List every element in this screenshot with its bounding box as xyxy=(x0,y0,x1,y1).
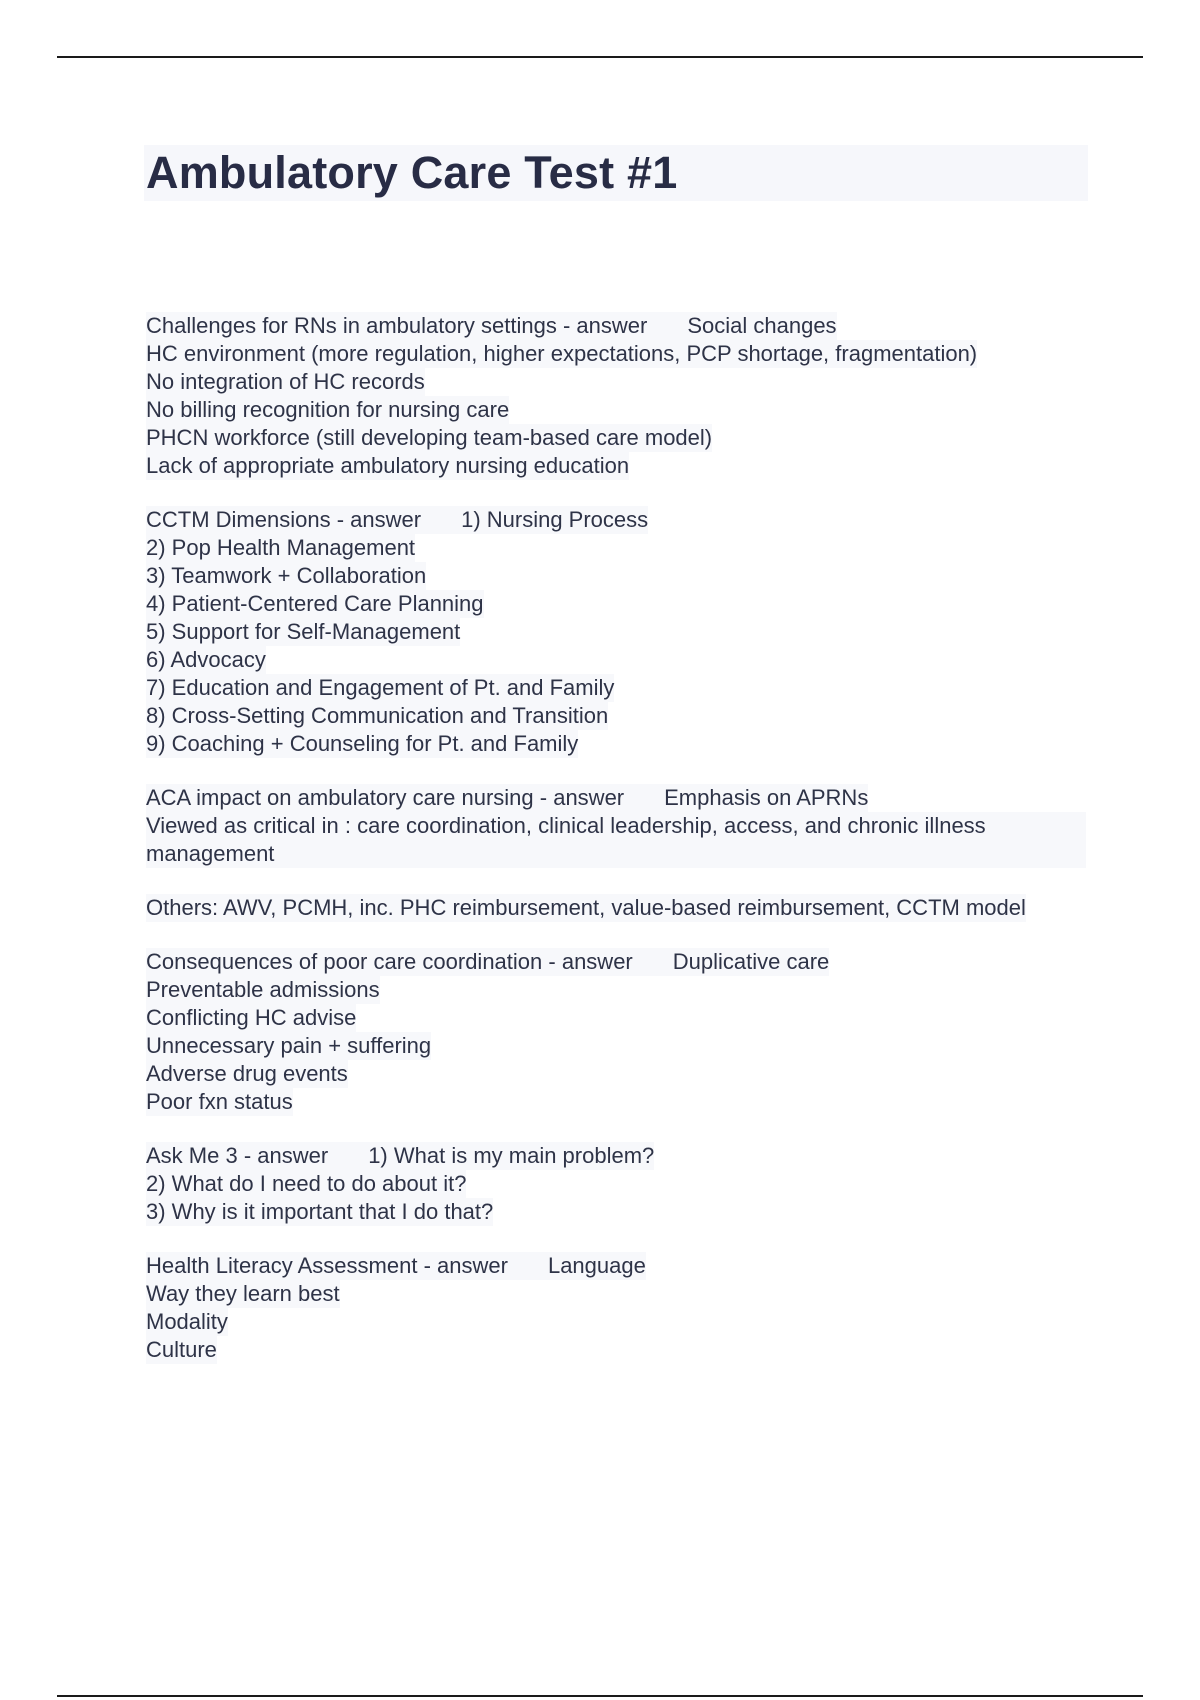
flashcard-question-line xyxy=(146,312,837,340)
flashcard-item xyxy=(146,784,1086,868)
flashcard-question: Ask Me 3 xyxy=(146,1143,238,1168)
top-rule xyxy=(57,56,1143,58)
answer-marker: - answer xyxy=(423,1253,508,1278)
flashcard-answer-line: 5) Support for Self-Management xyxy=(146,619,461,644)
flashcard-item xyxy=(146,506,1086,758)
flashcard-answer-line: Lack of appropriate ambulatory nursing education xyxy=(146,453,630,478)
flashcard-answer-first: 1) Nursing Process xyxy=(461,507,649,532)
bottom-rule xyxy=(57,1695,1143,1697)
answer-marker: - answer xyxy=(336,507,422,532)
flashcard-question: Health Literacy Assessment xyxy=(146,1253,418,1278)
flashcard-answer-first: Duplicative care xyxy=(672,949,830,974)
flashcard-question: Consequences of poor care coordination xyxy=(146,949,543,974)
flashcard-item xyxy=(146,948,1086,1116)
answer-marker: - answer xyxy=(562,313,648,338)
flashcard-answer-line: 6) Advocacy xyxy=(146,647,266,672)
flashcard-answer-line: No billing recognition for nursing care xyxy=(146,397,510,422)
flashcard-answer-line: 9) Coaching + Counseling for Pt. and Family xyxy=(146,731,579,756)
flashcard-answer-line: 4) Patient-Centered Care Planning xyxy=(146,591,484,616)
flashcard-item xyxy=(146,312,1086,480)
flashcard-question-line xyxy=(146,1142,654,1170)
flashcard-answer-line: PHCN workforce (still developing team-based care model) xyxy=(146,425,713,450)
answer-marker: - answer xyxy=(548,949,633,974)
flashcard-question-line xyxy=(146,784,868,812)
flashcard-question-line xyxy=(146,948,829,976)
flashcard-question-line xyxy=(146,1252,646,1280)
flashcard-answer-extra: Others: AWV, PCMH, inc. PHC reimbursement, value-based reimbursement, CCTM model xyxy=(146,895,1026,920)
flashcard-answer-line: Adverse drug events xyxy=(146,1061,348,1086)
flashcard-answer-line: 2) Pop Health Management xyxy=(146,535,416,560)
flashcard-answer-first: 1) What is my main problem? xyxy=(368,1143,655,1168)
flashcard-list xyxy=(146,312,1086,1390)
flashcard-answer-line: 8) Cross-Setting Communication and Transition xyxy=(146,703,609,728)
flashcard-answer-line: No integration of HC records xyxy=(146,369,425,394)
flashcard-answer-line: 3) Why is it important that I do that? xyxy=(146,1199,494,1224)
flashcard-question: ACA impact on ambulatory care nursing xyxy=(146,785,534,810)
flashcard-answer-line: Way they learn best xyxy=(146,1281,340,1306)
flashcard-answer-line: Culture xyxy=(146,1337,217,1362)
flashcard-answer-line: HC environment (more regulation, higher expectations, PCP shortage, fragmentation) xyxy=(146,341,978,366)
flashcard-answer-line: Preventable admissions xyxy=(146,977,380,1002)
flashcard-answer-line: Modality xyxy=(146,1309,228,1334)
flashcard-answer-line: 3) Teamwork + Collaboration xyxy=(146,563,427,588)
flashcard-item xyxy=(146,1142,1086,1226)
flashcard-answer-line: Poor fxn status xyxy=(146,1089,293,1114)
flashcard-answer-line: Conflicting HC advise xyxy=(146,1005,357,1030)
flashcard-question: CCTM Dimensions xyxy=(146,507,331,532)
flashcard-answer-first: Emphasis on APRNs xyxy=(664,785,869,810)
flashcard-answer-first: Social changes xyxy=(687,313,837,338)
flashcard-extra xyxy=(146,894,1086,922)
flashcard-answer-line: Viewed as critical in : care coordination, clinical leadership, access, and chronic illness management xyxy=(146,812,1086,868)
flashcard-item xyxy=(146,1252,1086,1364)
answer-marker: - answer xyxy=(539,785,625,810)
flashcard-answer-line: 2) What do I need to do about it? xyxy=(146,1171,467,1196)
flashcard-answer-line: 7) Education and Engagement of Pt. and Family xyxy=(146,675,615,700)
answer-marker: - answer xyxy=(243,1143,329,1168)
page-title: Ambulatory Care Test #1 xyxy=(146,147,678,198)
flashcard-question-line xyxy=(146,506,648,534)
flashcard-answer-first: Language xyxy=(547,1253,646,1278)
flashcard-question: Challenges for RNs in ambulatory settings xyxy=(146,313,557,338)
flashcard-answer-line: Unnecessary pain + suffering xyxy=(146,1033,432,1058)
